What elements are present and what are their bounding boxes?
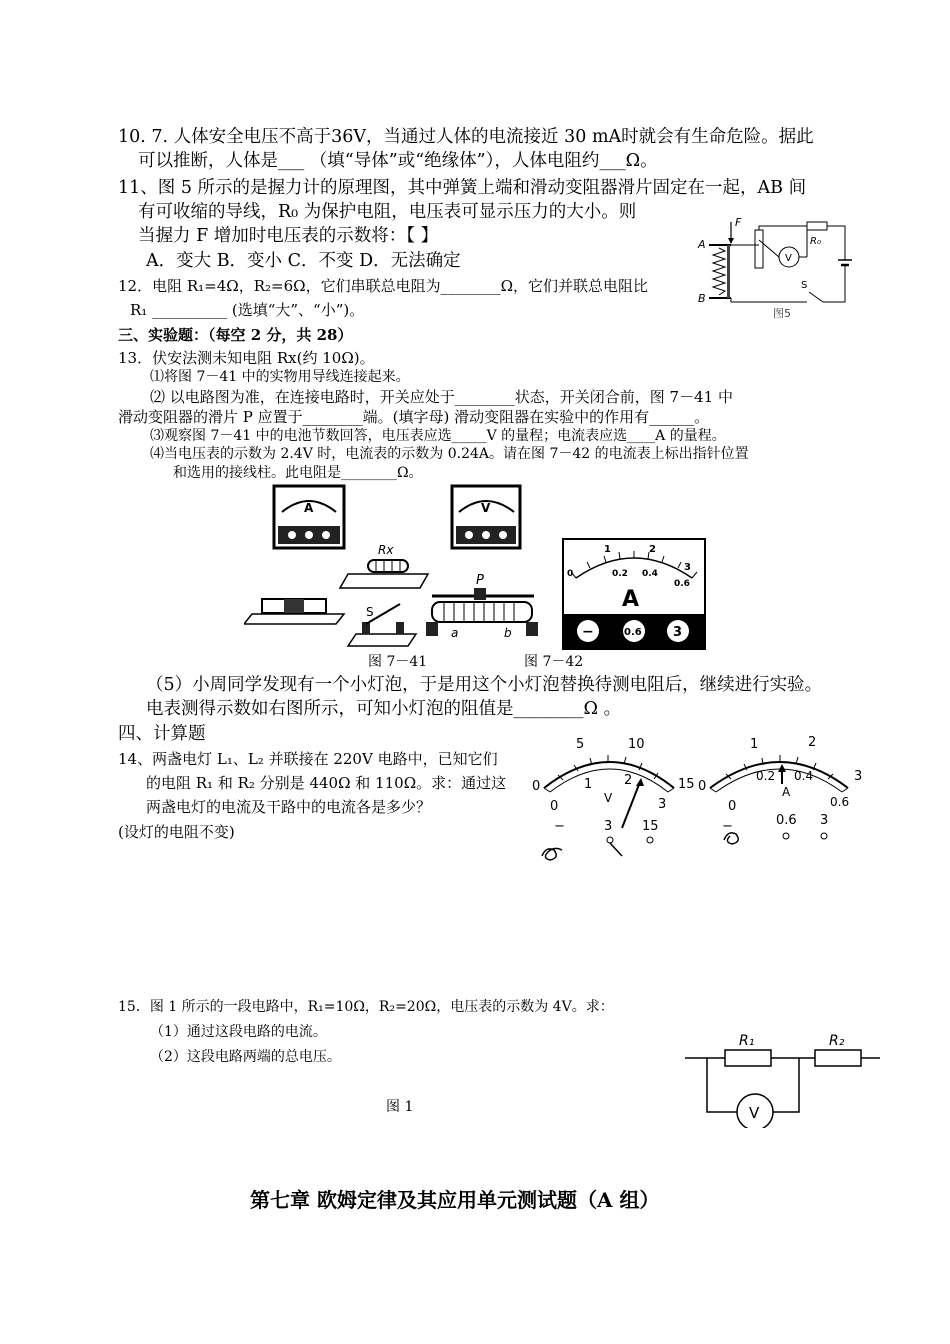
chapter-title: 第七章 欧姆定律及其应用单元测试题（A 组） <box>250 1188 660 1212</box>
fig5-label-a: A <box>698 238 706 251</box>
q12-line2: R₁ __________ (选填“大”、“小”)。 <box>130 301 365 319</box>
fig41-rx-label: Rx <box>378 543 394 557</box>
fig41-p-label: P <box>476 573 484 588</box>
fig5-caption: 图5 <box>773 307 791 320</box>
q13-part5a: （5）小周同学发现有一个小灯泡，于是用这个小灯泡替换待测电阻后，继续进行实验。 <box>146 675 823 695</box>
q13-part2b: 滑动变阻器的滑片 P 应置于________端。(填字母) 滑动变阻器在实验中的作用有______。 <box>118 408 710 426</box>
fig41-b-label: b <box>504 626 512 640</box>
q14-line3: 两盏电灯的电流及干路中的电流各是多少？ <box>146 798 432 816</box>
v-tick-0: 0 <box>532 779 541 794</box>
fig42-term-06: 0.6 <box>624 627 642 638</box>
q13-part4b: 和选用的接线柱。此电阻是________Ω。 <box>173 465 423 481</box>
a-tick-1: 1 <box>750 737 759 752</box>
q13-line1: 13．伏安法测未知电阻 Rx(约 10Ω)。 <box>118 349 375 367</box>
a-tick-0: 0 <box>698 779 707 794</box>
fig1-r2-label: R₂ <box>829 1033 845 1049</box>
v-sub-2: 2 <box>624 773 633 788</box>
v-sub-0: 0 <box>550 799 559 814</box>
fig42-tick-04: 0.4 <box>642 569 658 579</box>
fig42-tick-3: 3 <box>684 562 691 573</box>
ammeter-apparatus <box>274 486 344 548</box>
fig1-r1-label: R₁ <box>739 1033 755 1049</box>
a-unit: A <box>782 785 791 799</box>
ammeter-dial <box>698 735 862 844</box>
fig1-v-label: V <box>749 1104 760 1122</box>
q15-line1: 15．图 1 所示的一段电路中，R₁=10Ω，R₂=20Ω，电压表的示数为 4V。求： <box>118 999 614 1015</box>
fig42-term-neg: − <box>582 624 594 640</box>
meters-reading-figure <box>528 728 873 868</box>
a-tick-3: 3 <box>854 769 863 784</box>
v-term-15: 15 <box>642 819 659 834</box>
a-sub-0: 0 <box>728 799 737 814</box>
v-tick-10: 10 <box>628 737 645 752</box>
rx-resistor <box>340 543 428 588</box>
a-tick-2: 2 <box>808 735 817 750</box>
a-term-3: 3 <box>820 813 829 828</box>
switch-apparatus <box>348 604 416 646</box>
q13-part4a: ⑷当电压表的示数为 2.4V 时，电流表的示数为 0.24A。请在图 7－42 的电流表上标出指针位置 <box>150 446 749 462</box>
q14-line2: 的电阻 R₁ 和 R₂ 分别是 440Ω 和 110Ω。求：通过这 <box>146 774 507 792</box>
section3-heading: 三、实验题：（每空 2 分，共 28） <box>118 326 353 344</box>
rheostat-apparatus <box>426 573 538 640</box>
q15-part2: （2）这段电路两端的总电压。 <box>150 1049 341 1065</box>
fig5-label-v: V <box>785 253 792 264</box>
fig41-ammeter-label: A <box>304 501 314 515</box>
caption-7-41: 图 7－41 <box>368 654 428 670</box>
fig41-switch-label: S <box>366 605 374 619</box>
q14-line4: (设灯的电阻不变) <box>118 823 235 841</box>
fig5-label-r0: R₀ <box>810 236 821 247</box>
q11-line1: 11、图 5 所示的是握力计的原理图，其中弹簧上端和滑动变阻器滑片固定在一起，AB 间 <box>118 178 807 198</box>
v-tick-15: 15 <box>678 777 695 792</box>
fig42-term-3: 3 <box>673 625 683 640</box>
a-term-neg: − <box>722 819 733 834</box>
v-sub-3: 3 <box>658 797 667 812</box>
section4-heading: 四、计算题 <box>118 724 206 744</box>
voltmeter-dial <box>532 737 695 860</box>
v-unit: V <box>604 791 613 805</box>
q13-part2a: ⑵ 以电路图为准，在连接电路时，开关应处于________状态，开关闭合前，图 7－41 中 <box>150 388 733 406</box>
q11-options: A．变大 B．变小 C．不变 D．无法确定 <box>146 251 461 271</box>
q13-part1: ⑴将图 7－41 中的实物用导线连接起来。 <box>150 369 410 385</box>
fig5-label-s: S <box>801 280 808 291</box>
figure-7-42-ammeter <box>562 538 706 650</box>
fig42-tick-1: 1 <box>604 544 611 555</box>
q14-line1: 14、两盏电灯 L₁、L₂ 并联接在 220V 电路中，已知它们 <box>118 750 498 768</box>
q13-part5b: 电表测得示数如右图所示，可知小灯泡的阻值是________Ω 。 <box>146 699 622 719</box>
voltmeter-apparatus <box>452 486 520 548</box>
a-sub-04: 0.4 <box>794 769 814 783</box>
q15-part1: （1）通过这段电路的电流。 <box>150 1024 327 1040</box>
fig42-tick-02: 0.2 <box>612 569 628 579</box>
fig42-tick-0: 0 <box>567 569 574 579</box>
v-tick-5: 5 <box>576 737 585 752</box>
q10-line2: 可以推断，人体是___ （填“导体”或“绝缘体”），人体电阻约___Ω。 <box>138 151 658 171</box>
v-sub-1: 1 <box>584 777 593 792</box>
a-sub-06: 0.6 <box>830 795 850 809</box>
q11-line3: 当握力 F 增加时电压表的示数将：【 】 <box>138 226 439 246</box>
fig42-tick-06: 0.6 <box>674 579 690 589</box>
q11-line2: 有可收缩的导线，R₀ 为保护电阻，电压表可显示压力的大小。则 <box>138 202 637 222</box>
fig42-unit: A <box>622 587 640 612</box>
caption-7-42: 图 7－42 <box>524 654 584 670</box>
fig42-tick-2: 2 <box>649 544 656 555</box>
fig5-label-f: F <box>735 216 742 229</box>
q12-line1: 12．电阻 R₁=4Ω，R₂=6Ω，它们串联总电阻为________Ω，它们并联总电阻比 <box>118 277 649 295</box>
q15-caption: 图 1 <box>386 1099 414 1115</box>
figure-5-grip-meter <box>695 210 855 320</box>
figure-1-circuit <box>685 1028 880 1128</box>
fig41-a-label: a <box>451 626 459 640</box>
q10-line1: 10. 7. 人体安全电压不高于36V，当通过人体的电流接近 30 mA时就会有生命危险。据此 <box>118 127 814 147</box>
fig41-voltmeter-label: V <box>481 501 491 515</box>
fig5-label-b: B <box>698 292 706 305</box>
figure-7-41-apparatus <box>244 484 554 654</box>
a-sub-02: 0.2 <box>756 769 776 783</box>
a-term-06: 0.6 <box>776 813 797 828</box>
v-term-neg: − <box>554 819 565 834</box>
battery-holder <box>244 599 344 624</box>
v-term-3: 3 <box>604 819 613 834</box>
q13-part3: ⑶观察图 7－41 中的电池节数回答，电压表应选_____V 的量程；电流表应选____A 的量程。 <box>150 428 726 444</box>
